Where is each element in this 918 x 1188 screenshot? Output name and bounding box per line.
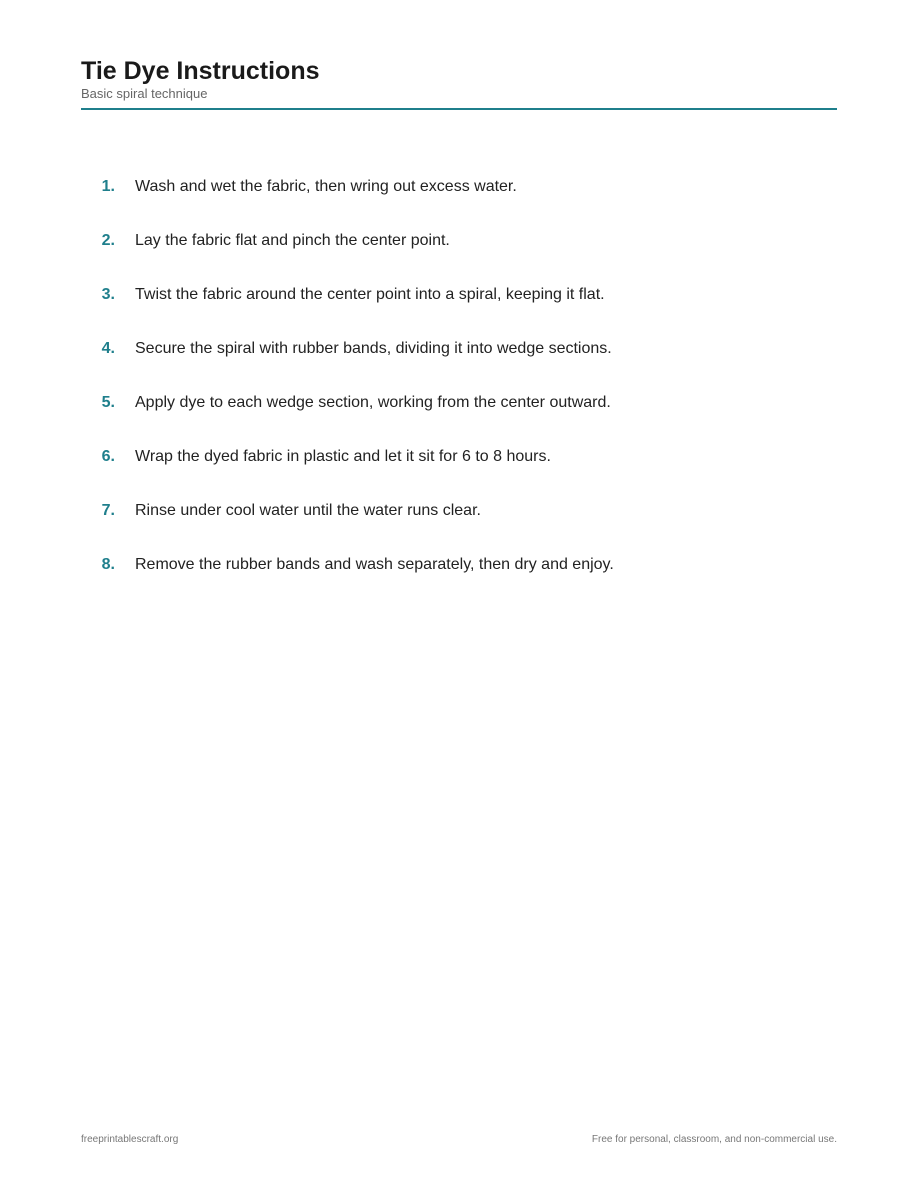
footer-license: Free for personal, classroom, and non-commercial use. [591,1134,837,1145]
page-subtitle: Basic spiral technique [81,86,208,101]
step-item [81,224,837,278]
step-number: 4. [101,340,115,357]
step-number: 6. [101,448,115,465]
page-header [81,56,837,110]
step-item [81,386,837,440]
step-number: 7. [101,502,115,519]
step-text: Wash and wet the fabric, then wring out excess water. [135,178,517,195]
step-text: Wrap the dyed fabric in plastic and let it sit for 6 to 8 hours. [135,448,551,465]
step-text: Secure the spiral with rubber bands, dividing it into wedge sections. [135,340,612,357]
step-item [81,440,837,494]
step-number: 3. [101,286,115,303]
footer-site: freeprintablescraft.org [81,1134,179,1145]
page-footer [81,1134,837,1145]
step-number: 2. [101,232,115,249]
instruction-steps [81,170,837,602]
step-item [81,170,837,224]
step-text: Rinse under cool water until the water runs clear. [135,502,481,519]
step-number: 5. [101,394,115,411]
step-item [81,332,837,386]
step-text: Remove the rubber bands and wash separately, then dry and enjoy. [135,556,614,573]
step-number: 1. [101,178,115,195]
step-text: Twist the fabric around the center point into a spiral, keeping it flat. [135,286,605,303]
step-item [81,278,837,332]
step-item [81,494,837,548]
step-text: Apply dye to each wedge section, working from the center outward. [135,394,611,411]
step-text: Lay the fabric flat and pinch the center point. [135,232,450,249]
step-number: 8. [101,556,115,573]
page-title: Tie Dye Instructions [81,57,320,85]
step-item [81,548,837,602]
